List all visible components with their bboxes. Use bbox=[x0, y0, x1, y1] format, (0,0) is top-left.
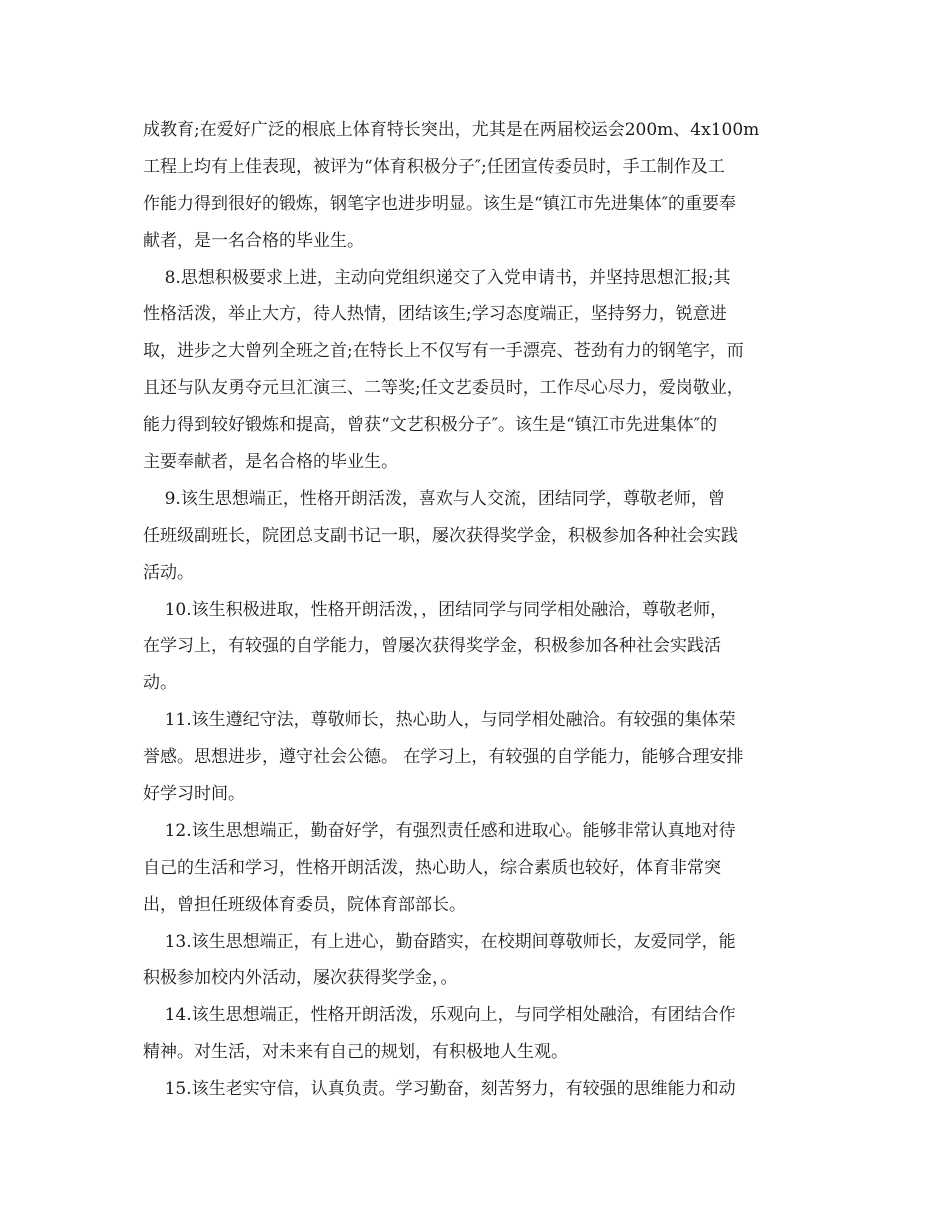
paragraph-15 bbox=[143, 1071, 808, 1108]
text-line: 14.该生思想端正，性格开朗活泼，乐观向上，与同学相处融洽，有团结合作 bbox=[143, 1005, 736, 1026]
text-line: 主要奉献者，是名合格的毕业生。 bbox=[143, 452, 398, 473]
text-line: 献者，是一名合格的毕业生。 bbox=[143, 230, 364, 251]
text-line: 动。 bbox=[143, 673, 177, 694]
text-line: 11.该生遵纪守法，尊敬师长，热心助人，与同学相处融洽。有较强的集体荣 bbox=[143, 710, 736, 731]
paragraph-12 bbox=[143, 813, 808, 924]
text-line: 12.该生思想端正，勤奋好学，有强烈责任感和进取心。能够非常认真地对待 bbox=[143, 820, 736, 841]
paragraph-7-continued bbox=[143, 112, 808, 260]
text-line: 在学习上，有较强的自学能力，曾屡次获得奖学金，积极参加各种社会实践活 bbox=[143, 636, 721, 657]
text-line: 积极参加校内外活动，屡次获得奖学金，。 bbox=[143, 968, 458, 989]
text-line: 作能力得到很好的锻炼，钢笔字也进步明显。该生是“镇江市先进集体″的重要奉 bbox=[143, 193, 737, 214]
text-line: 8.思想积极要求上进，主动向党组织递交了入党申请书，并坚持思想汇报;其 bbox=[143, 267, 731, 288]
text-line: 9.该生思想端正，性格开朗活泼，喜欢与人交流，团结同学，尊敬老师，曾 bbox=[143, 488, 725, 509]
text-line: 好学习时间。 bbox=[143, 784, 245, 805]
text-line: 出，曾担任班级体育委员，院体育部部长。 bbox=[143, 894, 466, 915]
text-line: 誉感。思想进步，遵守社会公德。 在学习上，有较强的自学能力，能够合理安排 bbox=[143, 747, 744, 768]
text-line: 活动。 bbox=[143, 562, 194, 583]
text-line: 精神。对生活，对未来有自己的规划，有积极地人生观。 bbox=[143, 1042, 568, 1063]
text-line: 性格活泼，举止大方，待人热情，团结该生;学习态度端正，坚持努力，锐意进 bbox=[143, 304, 727, 325]
text-line: 15.该生老实守信，认真负责。学习勤奋，刻苦努力，有较强的思维能力和动 bbox=[143, 1079, 736, 1100]
paragraph-10 bbox=[143, 592, 808, 703]
text-line: 成教育;在爱好广泛的根底上体育特长突出，尤其是在两届校运会200m、4x100m bbox=[143, 120, 760, 140]
paragraph-14 bbox=[143, 997, 808, 1071]
text-line: 13.该生思想端正，有上进心，勤奋踏实，在校期间尊敬师长，友爱同学，能 bbox=[143, 931, 736, 952]
paragraph-13 bbox=[143, 924, 808, 998]
paragraph-9 bbox=[143, 481, 808, 592]
paragraph-8 bbox=[143, 260, 808, 481]
text-line: 自己的生活和学习，性格开朗活泼，热心助人，综合素质也较好，体育非常突 bbox=[143, 857, 721, 878]
text-line: 取，进步之大曾列全班之首;在特长上不仅写有一手漂亮、苍劲有力的钢笔字，而 bbox=[143, 341, 744, 362]
text-line: 10.该生积极进取，性格开朗活泼，，团结同学与同学相处融洽，尊敬老师， bbox=[143, 599, 728, 620]
text-line: 工程上均有上佳表现，被评为“体育积极分子″;任团宣传委员时，手工制作及工 bbox=[143, 156, 725, 177]
paragraph-11 bbox=[143, 702, 808, 813]
text-line: 且还与队友勇夺元旦汇演三、二等奖;任文艺委员时，工作尽心尽力，爱岗敬业， bbox=[143, 378, 744, 399]
document-body bbox=[143, 112, 808, 1108]
text-line: 能力得到较好锻炼和提高，曾获“文艺积极分子″。该生是“镇江市先进集体″的 bbox=[143, 415, 718, 436]
text-line: 任班级副班长，院团总支副书记一职，屡次获得奖学金，积极参加各种社会实践 bbox=[143, 525, 738, 546]
